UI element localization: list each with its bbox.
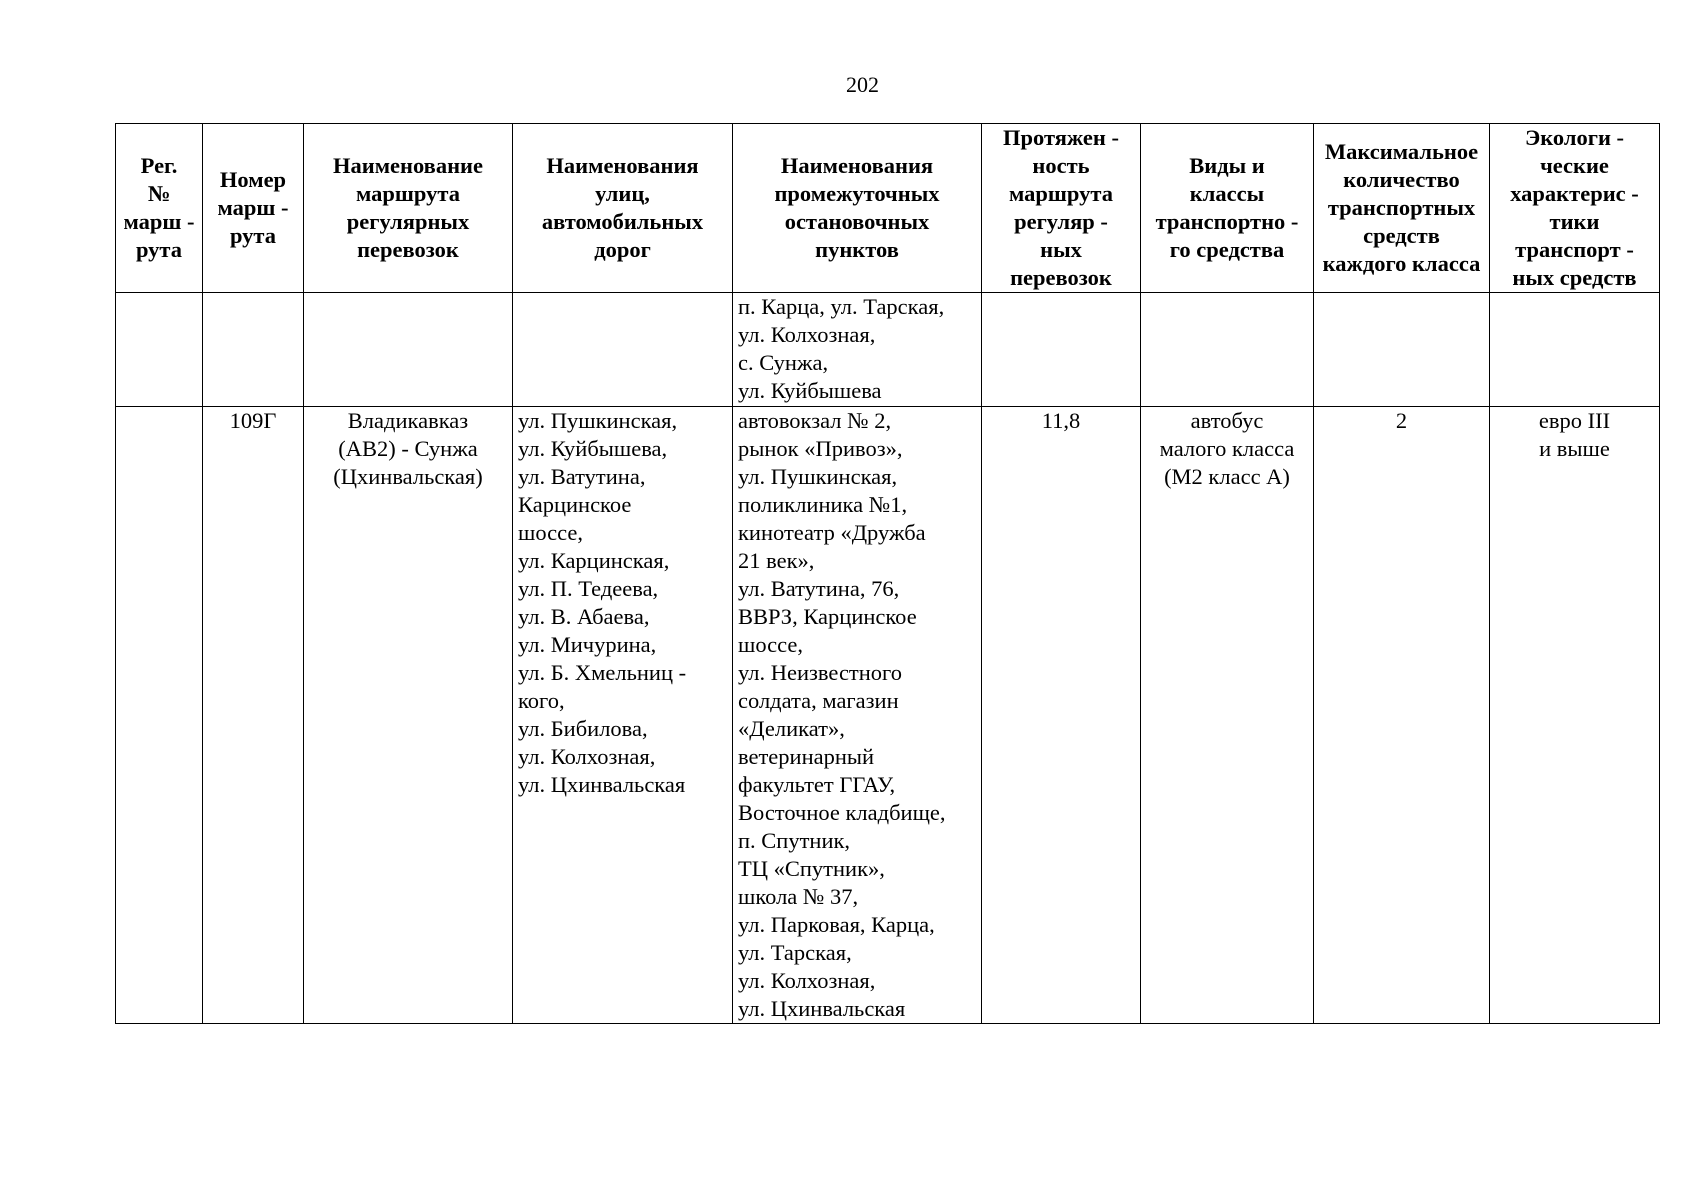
cell-route-number: 109Г bbox=[203, 407, 304, 1024]
header-route-name: Наименование маршрута регулярных перевозок bbox=[304, 124, 513, 293]
cell-reg-number bbox=[116, 293, 203, 407]
header-max-vehicles: Максимальное количество транспортных средств каждого класса bbox=[1314, 124, 1490, 293]
cell-reg-number bbox=[116, 407, 203, 1024]
cell-route-name: Владикавказ (АВ2) - Сунжа (Цхинвальская) bbox=[304, 407, 513, 1024]
table-row-route-109g bbox=[116, 407, 1660, 1024]
cell-eco-characteristics: евро III и выше bbox=[1490, 407, 1660, 1024]
cell-route-length: 11,8 bbox=[982, 407, 1141, 1024]
header-streets: Наименования улиц, автомобильных дорог bbox=[513, 124, 733, 293]
cell-route-length bbox=[982, 293, 1141, 407]
cell-vehicle-types bbox=[1141, 293, 1314, 407]
header-route-number: Номер марш - рута bbox=[203, 124, 304, 293]
header-intermediate-stops: Наименования промежуточных остановочных пунктов bbox=[733, 124, 982, 293]
cell-route-name bbox=[304, 293, 513, 407]
routes-table bbox=[115, 123, 1660, 1024]
cell-route-number bbox=[203, 293, 304, 407]
cell-vehicle-types: автобус малого класса (М2 класс А) bbox=[1141, 407, 1314, 1024]
cell-max-vehicles bbox=[1314, 293, 1490, 407]
header-route-length: Протяжен - ность маршрута регуляр - ных перевозок bbox=[982, 124, 1141, 293]
cell-eco-characteristics bbox=[1490, 293, 1660, 407]
table-header-row bbox=[116, 124, 1660, 293]
cell-max-vehicles: 2 bbox=[1314, 407, 1490, 1024]
cell-streets bbox=[513, 293, 733, 407]
page-number: 202 bbox=[846, 72, 879, 97]
header-vehicle-types: Виды и классы транспортно - го средства bbox=[1141, 124, 1314, 293]
cell-intermediate-stops: автовокзал № 2, рынок «Привоз», ул. Пушкинская, поликлиника №1, кинотеатр «Дружба 21 век», ул. Ватутина, 76, ВВРЗ, Карцинское шоссе, ул. Неизвестного солдата, магазин «Деликат», ветеринарный факультет ГГАУ, Восточное кладбище, п. Спутник, ТЦ «Спутник», школа № 37, ул. Парковая, Карца, ул. Тарская, ул. Колхозная, ул. Цхинвальская bbox=[733, 407, 982, 1024]
cell-streets: ул. Пушкинская, ул. Куйбышева, ул. Ватутина, Карцинское шоссе, ул. Карцинская, ул. П. Тедеева, ул. В. Абаева, ул. Мичурина, ул. Б. Хмельниц - кого, ул. Бибилова, ул. Колхозная, ул. Цхинвальская bbox=[513, 407, 733, 1024]
table-row-continuation bbox=[116, 293, 1660, 407]
header-reg-number: Рег. № марш - рута bbox=[116, 124, 203, 293]
cell-intermediate-stops: п. Карца, ул. Тарская, ул. Колхозная, с. Сунжа, ул. Куйбышева bbox=[733, 293, 982, 407]
header-eco-characteristics: Экологи - ческие характерис - тики транспорт - ных средств bbox=[1490, 124, 1660, 293]
